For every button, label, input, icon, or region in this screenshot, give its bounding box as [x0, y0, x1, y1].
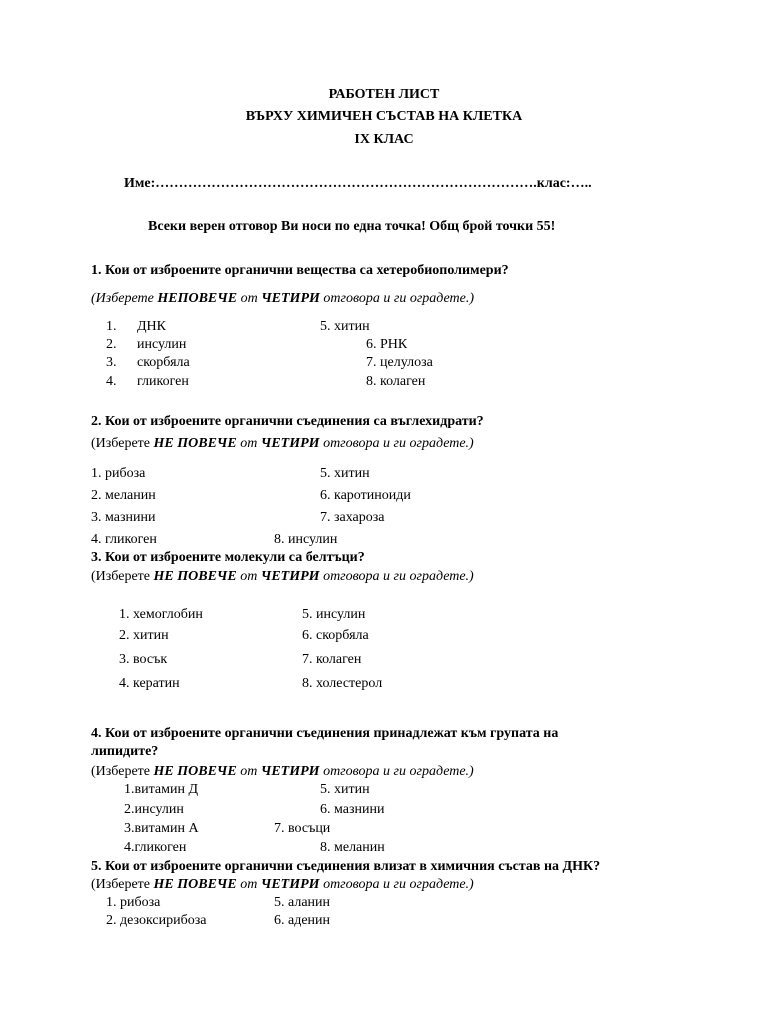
q1-option-num: 2.	[106, 337, 117, 352]
q2-option: 4. гликоген	[91, 532, 157, 547]
q4-option: 3.витамин А	[124, 821, 199, 836]
q3-option: 3. восък	[119, 652, 168, 667]
question-5-instruction: (Изберете НЕ ПОВЕЧЕ от ЧЕТИРИ отговора и ги оградете.)	[91, 877, 474, 892]
q3-option: 2. хитин	[119, 628, 169, 643]
worksheet-subtitle: ВЪРХУ ХИМИЧЕН СЪСТАВ НА КЛЕТКА	[245, 109, 523, 124]
q4-option: 7. восъци	[274, 821, 331, 836]
q3-option: 6. скорбяла	[302, 628, 369, 643]
score-note: Всеки верен отговор Ви носи по една точка! Общ брой точки 55!	[148, 219, 556, 234]
question-2-instruction: (Изберете НЕ ПОВЕЧЕ от ЧЕТИРИ отговора и ги оградете.)	[91, 436, 474, 451]
q3-option: 8. холестерол	[302, 676, 383, 691]
question-4-instruction: (Изберете НЕ ПОВЕЧЕ от ЧЕТИРИ отговора и ги оградете.)	[91, 764, 474, 779]
question-5-title: 5. Кои от изброените органични съединения влизат в химичния състав на ДНК?	[91, 859, 601, 874]
question-4-title: 4. Кои от изброените органични съединения принадлежат към групата на	[91, 726, 559, 741]
q4-option: 6. мазнини	[320, 802, 385, 817]
q5-option: 6. аденин	[274, 913, 331, 928]
q2-option: 8. инсулин	[274, 532, 338, 547]
q5-option: 5. аланин	[274, 895, 331, 910]
name-class-line: Име:……………………………………………………………………….клас:…..	[124, 176, 592, 191]
q1-option: 6. РНК	[366, 337, 408, 352]
q2-option: 5. хитин	[320, 466, 370, 481]
worksheet-title: РАБОТЕН ЛИСТ	[328, 87, 440, 102]
q1-option-num: 1.	[106, 319, 117, 334]
question-1-title: 1. Кои от изброените органични вещества са хетеробиополимери?	[91, 263, 509, 278]
question-4-title-cont: липидите?	[91, 744, 159, 759]
q5-option: 2. дезоксирибоза	[106, 913, 207, 928]
q3-option: 4. кератин	[119, 676, 180, 691]
question-3-instruction: (Изберете НЕ ПОВЕЧЕ от ЧЕТИРИ отговора и ги оградете.)	[91, 569, 474, 584]
q2-option: 3. мазнини	[91, 510, 156, 525]
q2-option: 2. меланин	[91, 488, 156, 503]
q4-option: 8. меланин	[320, 840, 385, 855]
q1-option: скорбяла	[137, 355, 190, 370]
q5-option: 1. рибоза	[106, 895, 161, 910]
q3-option: 1. хемоглобин	[119, 607, 203, 622]
q1-option: 7. целулоза	[366, 355, 433, 370]
q2-option: 6. каротиноиди	[320, 488, 411, 503]
question-3-title: 3. Кои от изброените молекули са белтъци?	[91, 550, 365, 565]
q4-option: 5. хитин	[320, 782, 370, 797]
q1-option-num: 3.	[106, 355, 117, 370]
q2-option: 7. захароза	[320, 510, 385, 525]
q1-option: гликоген	[137, 374, 189, 389]
q4-option: 2.инсулин	[124, 802, 184, 817]
q4-option: 1.витамин Д	[124, 782, 198, 797]
q2-option: 1. рибоза	[91, 466, 146, 481]
q3-option: 5. инсулин	[302, 607, 366, 622]
q4-option: 4.гликоген	[124, 840, 187, 855]
question-2-title: 2. Кои от изброените органични съединения са въглехидрати?	[91, 414, 484, 429]
q1-option: ДНК	[137, 319, 166, 334]
question-1-instruction: (Изберете НЕПОВЕЧЕ от ЧЕТИРИ отговора и ги оградете.)	[91, 291, 475, 306]
q1-option: 5. хитин	[320, 319, 370, 334]
grade-label: IX КЛАС	[354, 132, 414, 147]
q1-option: 8. колаген	[366, 374, 426, 389]
q1-option: инсулин	[137, 337, 187, 352]
q1-option-num: 4.	[106, 374, 117, 389]
q3-option: 7. колаген	[302, 652, 362, 667]
